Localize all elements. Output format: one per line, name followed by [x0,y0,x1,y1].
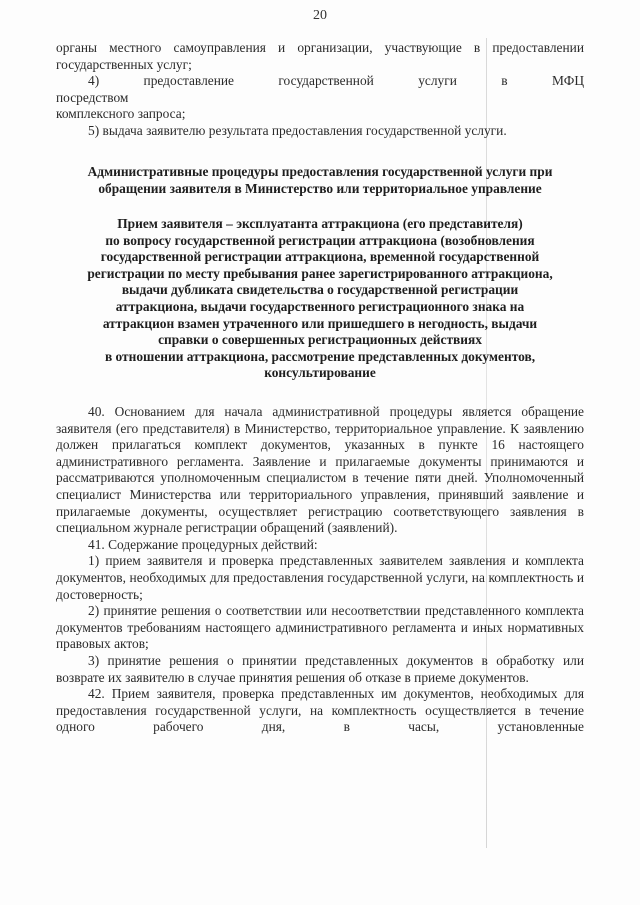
intro-line-1: органы местного самоуправления и организации, участвующие в предоставлении [56,40,584,55]
paragraph-41-item-2: 2) принятие решения о соответствии или несоответствии представленного комплекта документов требованиям настоящего административного регламента и иных нормативных правовых актов; [56,603,584,652]
subheading-line: консультирование [264,365,376,381]
intro-item-4-line-2: комплексного запроса; [56,106,186,122]
paragraph-42: 42. Прием заявителя, проверка представленных им документов, необходимых для предоставления государственной услуги, на комплектность осуществляется в течение одного рабочего дня, в часы, установленные [56,686,584,735]
paragraph-41-item-1: 1) прием заявителя и проверка представленных заявителем заявления и комплекта документов, необходимых для предоставления государственной услуги, на комплектность и достоверность; [56,553,584,602]
subheading-line: государственной регистрации аттракциона, временной государственной [100,249,540,265]
page-number: 20 [313,8,327,23]
paragraph-41: 41. Содержание процедурных действий: [88,536,318,552]
subheading-line: аттракциона, выдачи государственного регистрационного знака на [115,298,525,314]
subheading-line: справки о совершенных регистрационных действиях [158,332,482,348]
procedure-subheading [56,216,584,382]
intro-line-2: государственных услуг; [56,56,192,72]
body-text [56,404,584,736]
subheading-line: регистрации по месту пребывания ранее зарегистрированного аттракциона, [87,265,553,281]
section-heading-line-2: обращении заявителя в Министерство или территориальное управление [98,180,542,196]
subheading-line: аттракцион взамен утраченного или пришедшего в негодность, выдачи [102,315,538,331]
section-heading [56,164,584,197]
intro-item-4-line-1: 4) предоставление государственной услуги в МФЦ посредством [56,73,584,105]
subheading-line: Прием заявителя – эксплуатанта аттракциона (его представителя) [117,216,523,231]
subheading-line: выдачи дубликата свидетельства о государственной регистрации [121,282,519,298]
section-heading-line-1: Административные процедуры предоставления государственной услуги при [87,164,553,179]
paragraph-41-item-3: 3) принятие решения о принятии представленных документов в обработку или возврате их заявителю в случае принятия решения об отказе в приеме документов. [56,652,584,685]
intro-block [56,40,584,140]
subheading-line: по вопросу государственной регистрации аттракциона (возобновления [105,232,535,248]
subheading-line: в отношении аттракциона, рассмотрение представленных документов, [104,348,536,364]
intro-item-5: 5) выдача заявителю результата предоставления государственной услуги. [88,122,507,138]
paragraph-40: 40. Основанием для начала административной процедуры является обращение заявителя (его представителя) в Министерство, территориальное управление. К заявлению должен прилагаться комплект документов, указанных в пункте 16 настоящего административного регламента. Заявление и прилагаемые документы принимаются и рассматриваются уполномоченным специалистом в течение пяти дней. Уполномоченный специалист Министерства или территориального управления, принявший заявление и прилагаемые документы, осуществляет регистрацию соответствующего заявления в специальном журнале регистрации обращений (заявлений). [56,404,584,536]
